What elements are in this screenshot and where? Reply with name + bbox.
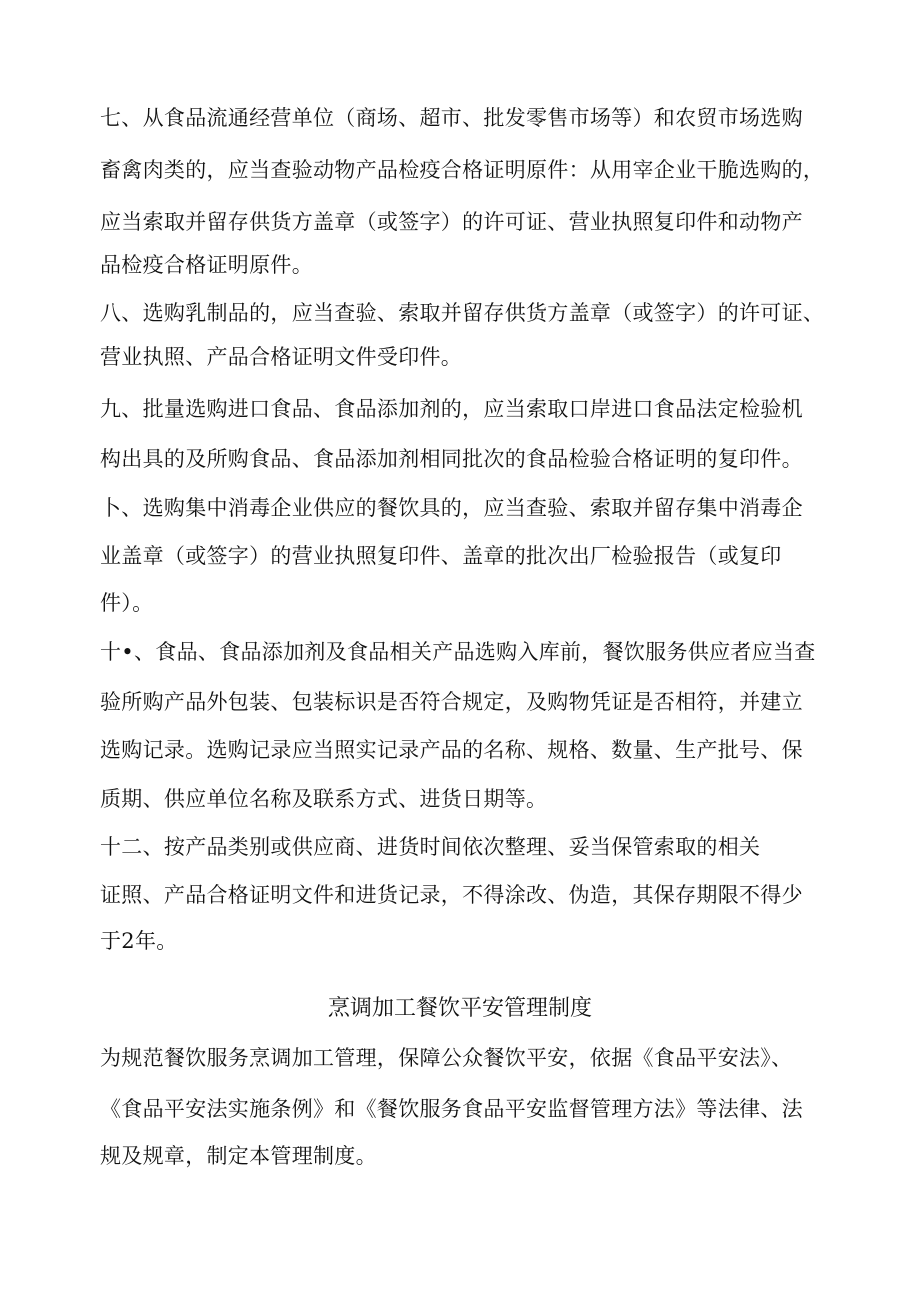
section-9-line-2: 构出具的及所购食品、食品添加剂相同批次的食品检验合格证明的复印件。 xyxy=(100,447,803,471)
section-11-line-1: 十•、食品、食品添加剂及食品相关产品选购入库前，餐饮服务供应者应当查 xyxy=(100,640,816,664)
section-7-line-2: 畜禽肉类的，应当查验动物产品检疫合格证明原件：从用宰企业干脆选购的， xyxy=(100,158,825,182)
section-11-line-3: 选购记录。选购记录应当照实记录产品的名称、规格、数量、生产批号、保 xyxy=(100,738,803,762)
section-8-line-1: 八、选购乳制品的，应当查验、索取并留存供货方盖章（或签字）的许可证、 xyxy=(100,301,825,325)
intro-line-3: 规及规章，制定本管理制度。 xyxy=(100,1144,377,1168)
section-7-line-1: 七、从食品流通经营单位（商场、超市、批发零售市场等）和农贸市场选购 xyxy=(100,106,803,130)
section-9-line-1: 九、批量选购进口食品、食品添加剂的，应当索取口岸进口食品法定检验机 xyxy=(100,397,803,421)
section-12-line-2: 证照、产品合格证明文件和进货记录，不得涂改、伪造，其保存期限不得少 xyxy=(100,883,803,907)
section-11-line-4: 质期、供应单位名称及联系方式、进货日期等。 xyxy=(100,787,548,811)
section-12-line-1: 十二、按产品类别或供应商、进货时间依次整理、妥当保管索取的相关 xyxy=(100,835,761,859)
intro-line-1: 为规范餐饮服务烹调加工管理，保障公众餐饮平安，依据《食品平安法》、 xyxy=(100,1046,793,1070)
section-11-line-2: 验所购产品外包装、包装标识是否符合规定，及购物凭证是否相符，并建立 xyxy=(100,690,803,714)
section-10-line-2: 业盖章（或签字）的营业执照复印件、盖章的批次出厂检验报告（或复印 xyxy=(100,544,782,568)
section-12-line-3: 于2年。 xyxy=(100,929,178,953)
section-7-line-3: 应当索取并留存供货方盖章（或签字）的许可证、营业执照复印件和动物产 xyxy=(100,210,803,234)
intro-line-2: 《食品平安法实施条例》和《餐饮服务食品平安监督管理方法》等法律、法 xyxy=(100,1097,803,1121)
section-8-line-2: 营业执照、产品合格证明文件受印件。 xyxy=(100,345,463,369)
section-10-line-1: 卜、选购集中消毒企业供应的餐饮具的，应当查验、索取并留存集中消毒企 xyxy=(100,496,803,520)
section-10-line-3: 件）。 xyxy=(100,591,154,615)
section-heading: 烹调加工餐饮平安管理制度 xyxy=(327,996,592,1021)
section-7-line-4: 品检疫合格证明原件。 xyxy=(100,253,313,277)
